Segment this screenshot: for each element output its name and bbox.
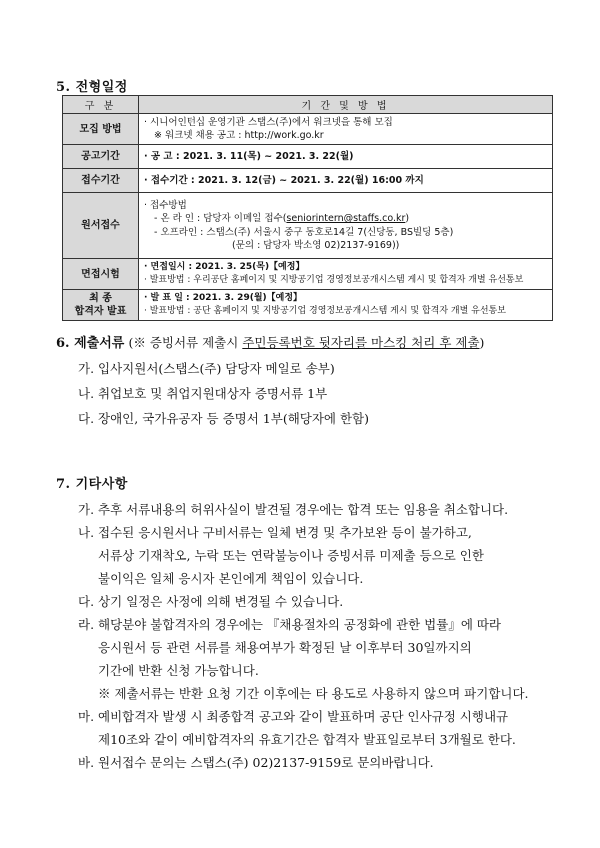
list-item: 제10조와 같이 예비합격자의 유효기간은 합격자 발표일로부터 3개월로 한다. [98, 732, 516, 747]
value-line: · 시니어인턴십 운영기관 스탭스(주)에서 워크넷을 통해 모집 [144, 116, 393, 128]
value-line: · 발표방법 : 공단 홈페이지 및 지방공기업 경영정보공개시스템 게시 및 합격자 개별 유선통보 [144, 306, 506, 316]
row-value [139, 114, 553, 145]
schedule-table [62, 95, 553, 321]
value-line: · 발표방법 : 우리공단 홈페이지 및 지방공기업 경영정보공개시스템 게시 및 합격자 개별 유선통보 [144, 275, 524, 285]
list-item: 나. 취업보호 및 취업지원대상자 증명서류 1부 [78, 386, 328, 401]
row-value [139, 259, 553, 290]
table-row [63, 114, 553, 145]
list-item: 가. 추후 서류내용의 허위사실이 발견될 경우에는 합격 또는 임용을 취소합니다. [78, 502, 509, 517]
row-label: 원서접수 [63, 193, 139, 259]
row-label-line: 최 종 [89, 293, 112, 304]
list-item: 가. 입사지원서(스탭스(주) 담당자 메일로 송부) [78, 361, 335, 376]
row-label: 면접시험 [63, 259, 139, 290]
section-6-title: 6. 제출서류 [56, 336, 125, 351]
list-item: 다. 상기 일정은 사정에 의해 변경될 수 있습니다. [78, 594, 344, 609]
note-prefix: (※ 증빙서류 제출시 [128, 335, 243, 350]
header-category: 구 분 [63, 96, 139, 114]
list-item: 다. 장애인, 국가유공자 등 증명서 1부(해당자에 한함) [78, 411, 369, 426]
list-item: 서류상 기재착오, 누락 또는 연락불능이나 증빙서류 미제출 등으로 인한 [98, 548, 484, 563]
list-item: 기간에 반환 신청 가능합니다. [98, 663, 259, 678]
section-6-note [128, 335, 484, 350]
email-address: seniorintern@staffs.co.kr [286, 213, 406, 225]
section-6-heading [56, 332, 484, 351]
table-row [63, 145, 553, 169]
list-item: 불이익은 일체 응시자 본인에게 책임이 있습니다. [98, 571, 364, 586]
table-row [63, 290, 553, 321]
list-item: 바. 원서접수 문의는 스탭스(주) 02)2137-9159로 문의바랍니다. [78, 755, 434, 770]
row-value [139, 145, 553, 169]
row-value [139, 169, 553, 193]
row-label: 공고기간 [63, 145, 139, 169]
row-value [139, 193, 553, 259]
table-row [63, 259, 553, 290]
value-line: - 오프라인 : 스탭스(주) 서울시 중구 동호로14길 7(신당동, BS빌딩 5층) [154, 226, 454, 238]
value-line: · 공 고 : 2021. 3. 11(목) ~ 2021. 3. 22(월) [144, 150, 354, 162]
row-label-line: 합격자 발표 [74, 306, 127, 317]
list-item: 응시원서 등 관련 서류를 채용여부가 확정된 날 이후부터 30일까지의 [98, 640, 472, 655]
value-line [144, 212, 547, 225]
value-line: · 접수기간 : 2021. 3. 12(금) ~ 2021. 3. 22(월) 16:00 까지 [144, 174, 424, 186]
table-row [63, 169, 553, 193]
value-line: · 접수방법 [144, 199, 187, 211]
row-value [139, 290, 553, 321]
value-line: · 발 표 일 : 2021. 3. 29(월)【예정】 [144, 293, 303, 304]
row-label: 접수기간 [63, 169, 139, 193]
table-header-row [63, 96, 553, 114]
list-item: 라. 해당분야 불합격자의 경우에는 『채용절차의 공정화에 관한 법률』에 따라 [78, 617, 502, 632]
header-period-method: 기 간 및 방 법 [139, 96, 553, 114]
list-item: 나. 접수된 응시원서나 구비서류는 일체 변경 및 추가보완 등이 불가하고, [78, 525, 472, 540]
value-line: · 면접일시 : 2021. 3. 25(목)【예정】 [144, 262, 305, 273]
row-label: 모집 방법 [63, 114, 139, 145]
value-line: ※ 워크넷 채용 공고 : http://work.go.kr [154, 130, 324, 141]
section-7-title: 7. 기타사항 [56, 477, 128, 492]
section-5-title: 5. 전형일정 [56, 80, 128, 95]
list-item: ※ 제출서류는 반환 요청 기간 이후에는 타 용도로 사용하지 않으며 파기합니다. [98, 686, 529, 701]
email-line: - 온 라 인 : 담당자 이메일 접수(seniorintern@staffs.co.kr) [154, 213, 410, 225]
note-underlined: 주민등록번호 뒷자리를 마스킹 처리 후 제출 [242, 335, 480, 350]
row-label [63, 290, 139, 321]
table-row [63, 193, 553, 259]
note-suffix: ) [479, 335, 485, 350]
value-line: (문의 : 담당자 박소영 02)2137-9169)) [232, 239, 400, 251]
list-item: 마. 예비합격자 발생 시 최종합격 공고와 같이 발표하며 공단 인사규정 시행내규 [78, 709, 509, 724]
